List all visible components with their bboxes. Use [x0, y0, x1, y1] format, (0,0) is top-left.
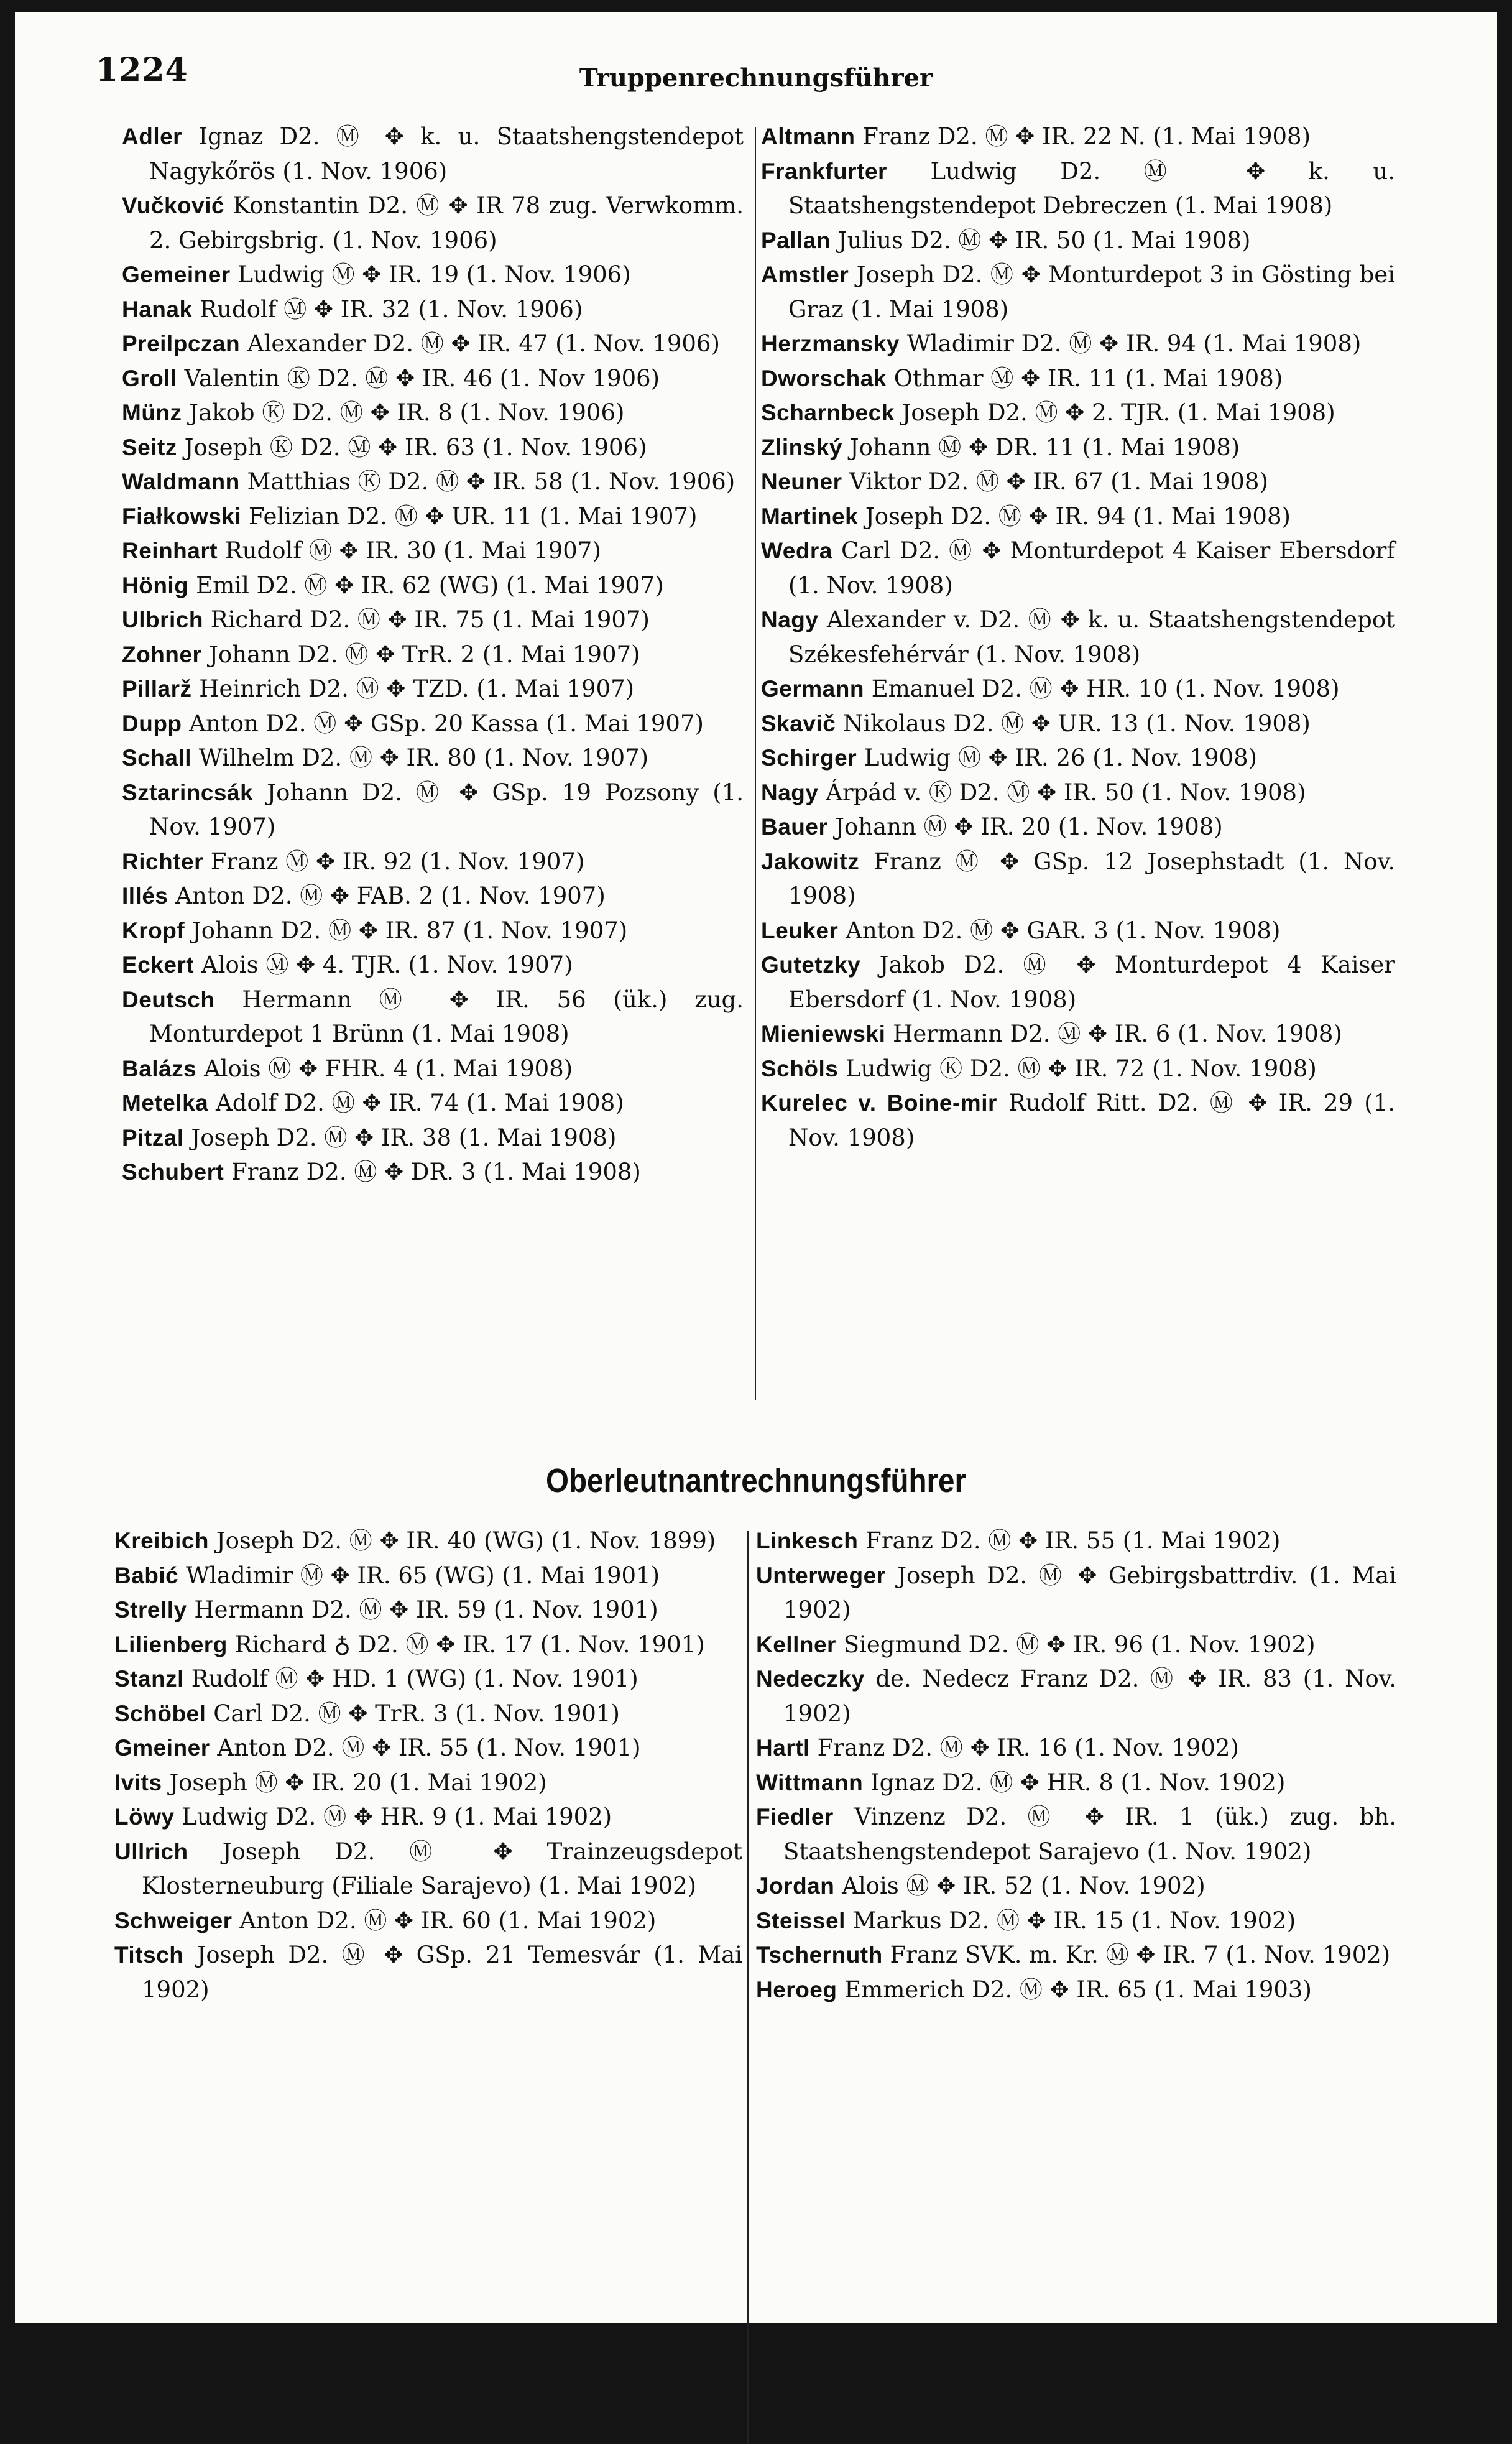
column-top-left [122, 119, 744, 1190]
roster-entry [756, 1558, 1396, 1627]
entry-details: Carl D2. Ⓜ ✥ TrR. 3 (1. Nov. 1901) [213, 1700, 620, 1727]
roster-entry [114, 1558, 742, 1593]
entry-details: Franz D2. Ⓜ ✥ IR. 16 (1. Nov. 1902) [817, 1734, 1239, 1761]
entry-details: Johann D2. Ⓜ ✥ GSp. 19 Pozsony (1. Nov. 1907) [149, 779, 744, 840]
roster-entry [114, 1904, 742, 1938]
entry-details: Joseph D2. Ⓜ ✥ 2. TJR. (1. Mai 1908) [901, 399, 1335, 426]
entry-surname: Waldmann [122, 469, 240, 494]
roster-entry [761, 223, 1395, 258]
roster-entry [761, 603, 1395, 672]
entry-surname: Schöbel [114, 1700, 206, 1726]
roster-entry [761, 672, 1395, 706]
entry-surname: Deutsch [122, 986, 215, 1012]
entry-details: Anton D2. Ⓜ ✥ IR. 55 (1. Nov. 1901) [217, 1734, 641, 1761]
roster-entry [761, 1052, 1395, 1086]
entry-surname: Reinhart [122, 538, 218, 563]
entry-surname: Amstler [761, 262, 849, 287]
entry-details: Hermann D2. Ⓜ ✥ IR. 59 (1. Nov. 1901) [194, 1596, 658, 1623]
entry-surname: Preilpczan [122, 331, 241, 356]
entry-surname: Altmann [761, 124, 855, 149]
entry-surname: Steissel [756, 1907, 846, 1933]
roster-entry [761, 430, 1395, 465]
entry-surname: Ulbrich [122, 607, 203, 632]
roster-entry [122, 1052, 744, 1086]
entry-surname: Ullrich [114, 1838, 188, 1864]
entry-surname: Germann [761, 676, 864, 701]
roster-entry [122, 741, 744, 775]
roster-entry [122, 706, 744, 741]
roster-entry [122, 361, 744, 396]
entry-details: Hermann D2. Ⓜ ✥ IR. 6 (1. Nov. 1908) [893, 1021, 1342, 1047]
roster-entry [122, 914, 744, 948]
entry-details: Hermann Ⓜ ✥ IR. 56 (ük.) zug. Monturdepot 1 Brünn (1. Mai 1908) [149, 986, 744, 1047]
entry-surname: Kreibich [114, 1528, 210, 1553]
entry-surname: Schweiger [114, 1907, 233, 1933]
entry-surname: Strelly [114, 1597, 187, 1622]
entry-surname: Ivits [114, 1769, 162, 1795]
entry-details: Rudolf Ⓜ ✥ IR. 32 (1. Nov. 1906) [200, 295, 583, 323]
entry-details: Nikolaus D2. Ⓜ ✥ UR. 13 (1. Nov. 1908) [843, 710, 1311, 737]
roster-entry [114, 1627, 742, 1662]
entry-surname: Kurelec v. Boine-mir [761, 1090, 997, 1116]
entry-surname: Dworschak [761, 365, 887, 391]
roster-entry [122, 1121, 744, 1155]
entry-details: Joseph D2. Ⓜ ✥ IR. 40 (WG) (1. Nov. 1899) [216, 1527, 716, 1554]
roster-entry [756, 1766, 1396, 1800]
entry-details: Emil D2. Ⓜ ✥ IR. 62 (WG) (1. Mai 1907) [196, 572, 664, 599]
entry-details: Anton D2. Ⓜ ✥ IR. 60 (1. Mai 1902) [239, 1907, 657, 1934]
entry-details: Franz SVK. m. Kr. Ⓜ ✥ IR. 7 (1. Nov. 1902) [890, 1942, 1391, 1968]
running-title: Truppenrechnungsführer [579, 63, 933, 93]
roster-entry [122, 188, 744, 257]
entry-details: Ludwig Ⓜ ✥ IR. 26 (1. Nov. 1908) [864, 744, 1258, 771]
column-bottom-right [756, 1524, 1396, 2007]
roster-entry [114, 1696, 742, 1731]
entry-surname: Jakowitz [761, 848, 860, 874]
entry-surname: Schubert [122, 1159, 224, 1185]
entry-details: Joseph D2. Ⓜ ✥ Monturdepot 3 in Gösting bei Graz (1. Mai 1908) [788, 261, 1395, 323]
entry-surname: Lilienberg [114, 1631, 228, 1657]
entry-details: Matthias Ⓚ D2. Ⓜ ✥ IR. 58 (1. Nov. 1906) [247, 468, 735, 495]
roster-entry [114, 1593, 742, 1627]
entry-surname: Pillarž [122, 676, 192, 701]
roster-entry [761, 741, 1395, 775]
entry-surname: Münz [122, 400, 182, 425]
entry-surname: Gutetzky [761, 952, 861, 978]
entry-details: Rudolf Ritt. D2. Ⓜ ✥ IR. 29 (1. Nov. 1908) [788, 1090, 1395, 1151]
entry-details: Viktor D2. Ⓜ ✥ IR. 67 (1. Mai 1908) [849, 468, 1268, 495]
entry-details: Ludwig Ⓜ ✥ IR. 19 (1. Nov. 1906) [237, 261, 631, 288]
roster-entry [761, 465, 1395, 499]
entry-surname: Heroeg [756, 1976, 837, 2002]
entry-details: Siegmund D2. Ⓜ ✥ IR. 96 (1. Nov. 1902) [843, 1631, 1316, 1658]
entry-details: Ludwig D2. Ⓜ ✥ HR. 9 (1. Mai 1902) [182, 1803, 612, 1830]
entry-surname: Linkesch [756, 1528, 859, 1553]
entry-surname: Tschernuth [756, 1942, 883, 1968]
entry-details: Johann D2. Ⓜ ✥ TrR. 2 (1. Mai 1907) [209, 641, 640, 668]
entry-details: Adolf D2. Ⓜ ✥ IR. 74 (1. Mai 1908) [216, 1090, 624, 1116]
roster-entry [756, 1938, 1396, 1973]
entry-surname: Fiałkowski [122, 503, 242, 529]
roster-entry [114, 1766, 742, 1800]
roster-entry [756, 1869, 1396, 1904]
roster-entry [761, 1017, 1395, 1052]
entry-details: Ignaz D2. Ⓜ ✥ k. u. Staatshengstendepot Nagykőrös (1. Nov. 1906) [149, 123, 744, 185]
entry-details: Richard ♁ D2. Ⓜ ✥ IR. 17 (1. Nov. 1901) [234, 1631, 705, 1658]
entry-details: Felizian D2. Ⓜ ✥ UR. 11 (1. Mai 1907) [248, 502, 698, 530]
entry-details: Alois Ⓜ ✥ 4. TJR. (1. Nov. 1907) [201, 951, 573, 978]
entry-details: de. Nedecz Franz D2. Ⓜ ✥ IR. 83 (1. Nov. 1902) [783, 1665, 1397, 1727]
roster-entry [122, 257, 744, 292]
page-number: 1224 [96, 51, 188, 89]
roster-entry [761, 775, 1395, 810]
entry-surname: Metelka [122, 1090, 209, 1116]
roster-entry [114, 1524, 742, 1558]
roster-entry [122, 879, 744, 914]
roster-entry [761, 948, 1395, 1017]
entry-details: Jakob D2. Ⓜ ✥ Monturdepot 4 Kaiser Ebersdorf (1. Nov. 1908) [788, 951, 1395, 1013]
entry-details: Markus D2. Ⓜ ✥ IR. 15 (1. Nov. 1902) [852, 1907, 1296, 1934]
entry-surname: Schall [122, 745, 191, 771]
roster-entry [756, 1904, 1396, 1938]
entry-details: Joseph D2. Ⓜ ✥ IR. 94 (1. Mai 1908) [865, 502, 1291, 530]
column-top-right [761, 119, 1395, 1155]
entry-details: Joseph D2. Ⓜ ✥ IR. 38 (1. Mai 1908) [191, 1124, 617, 1151]
entry-details: Wilhelm D2. Ⓜ ✥ IR. 80 (1. Nov. 1907) [198, 744, 649, 771]
entry-surname: Zohner [122, 641, 202, 667]
entry-details: Johann Ⓜ ✥ IR. 20 (1. Nov. 1908) [835, 813, 1223, 840]
entry-details: Joseph D2. Ⓜ ✥ Trainzeugsdepot Klosterneuburg (Filiale Sarajevo) (1. Mai 1902) [142, 1838, 742, 1899]
entry-details: Konstantin D2. Ⓜ ✥ IR 78 zug. Verwkomm. 2. Gebirgsbrig. (1. Nov. 1906) [149, 192, 744, 254]
entry-details: Joseph Ⓜ ✥ IR. 20 (1. Mai 1902) [169, 1769, 547, 1796]
entry-details: Johann D2. Ⓜ ✥ IR. 87 (1. Nov. 1907) [191, 917, 628, 944]
entry-details: Jakob Ⓚ D2. Ⓜ ✥ IR. 8 (1. Nov. 1906) [189, 399, 625, 426]
entry-details: Anton D2. Ⓜ ✥ GAR. 3 (1. Nov. 1908) [846, 917, 1281, 944]
entry-details: Alois Ⓜ ✥ IR. 52 (1. Nov. 1902) [842, 1872, 1205, 1899]
roster-entry [122, 845, 744, 879]
entry-surname: Vučković [122, 193, 225, 218]
roster-entry [122, 603, 744, 637]
roster-entry [761, 257, 1395, 326]
entry-surname: Scharnbeck [761, 400, 895, 425]
entry-details: Ludwig D2. Ⓜ ✥ k. u. Staatshengstendepot Debreczen (1. Mai 1908) [788, 157, 1396, 219]
roster-entry [122, 534, 744, 568]
entry-surname: Pitzal [122, 1124, 184, 1150]
entry-details: Emmerich D2. Ⓜ ✥ IR. 65 (1. Mai 1903) [844, 1976, 1312, 2003]
entry-details: Rudolf Ⓜ ✥ HD. 1 (WG) (1. Nov. 1901) [191, 1665, 638, 1692]
entry-surname: Balázs [122, 1055, 197, 1081]
entry-surname: Kellner [756, 1631, 836, 1657]
entry-details: Vinzenz D2. Ⓜ ✥ IR. 1 (ük.) zug. bh. Staatshengstendepot Sarajevo (1. Nov. 1902) [783, 1803, 1396, 1865]
roster-entry [114, 1662, 742, 1696]
roster-entry [756, 1627, 1396, 1662]
roster-entry [756, 1524, 1396, 1558]
entry-surname: Richter [122, 848, 203, 874]
entry-surname: Neuner [761, 469, 842, 494]
entry-surname: Eckert [122, 952, 195, 978]
roster-entry [761, 499, 1395, 534]
entry-details: Emanuel D2. Ⓜ ✥ HR. 10 (1. Nov. 1908) [871, 675, 1340, 702]
entry-surname: Gemeiner [122, 262, 231, 287]
entry-surname: Adler [122, 124, 183, 149]
roster-entry [122, 1086, 744, 1121]
roster-entry [122, 637, 744, 672]
roster-entry [114, 1800, 742, 1835]
entry-surname: Schirger [761, 745, 857, 771]
entry-surname: Wedra [761, 538, 832, 563]
entry-surname: Nagy [761, 607, 819, 632]
roster-entry [122, 119, 744, 188]
roster-entry [122, 465, 744, 499]
entry-surname: Zlinský [761, 434, 842, 460]
roster-entry [122, 672, 744, 706]
section-title: Oberleutnantrechnungsführer [546, 1462, 966, 1499]
entry-details: Othmar Ⓜ ✥ IR. 11 (1. Mai 1908) [893, 364, 1283, 392]
roster-entry [761, 326, 1395, 361]
entry-details: Wladimir D2. Ⓜ ✥ IR. 94 (1. Mai 1908) [906, 330, 1362, 357]
roster-entry [756, 1662, 1396, 1731]
entry-details: Alexander D2. Ⓜ ✥ IR. 47 (1. Nov. 1906) [247, 330, 720, 357]
entry-details: Anton D2. Ⓜ ✥ GSp. 20 Kassa (1. Mai 1907) [189, 710, 704, 737]
roster-entry [756, 1800, 1396, 1869]
entry-details: Alois Ⓜ ✥ FHR. 4 (1. Mai 1908) [204, 1055, 573, 1082]
entry-details: Richard D2. Ⓜ ✥ IR. 75 (1. Mai 1907) [210, 606, 650, 633]
entry-details: Franz D2. Ⓜ ✥ DR. 3 (1. Mai 1908) [231, 1159, 641, 1185]
entry-details: Joseph Ⓚ D2. Ⓜ ✥ IR. 63 (1. Nov. 1906) [184, 433, 647, 461]
entry-details: Rudolf Ⓜ ✥ IR. 30 (1. Mai 1907) [224, 537, 601, 564]
entry-details: Julius D2. Ⓜ ✥ IR. 50 (1. Mai 1908) [837, 226, 1251, 254]
entry-surname: Seitz [122, 434, 177, 460]
entry-surname: Dupp [122, 710, 182, 736]
roster-entry [122, 775, 744, 845]
entry-surname: Leuker [761, 917, 839, 943]
entry-surname: Frankfurter [761, 158, 887, 184]
entry-surname: Titsch [114, 1942, 184, 1968]
roster-entry [756, 1973, 1396, 2007]
roster-entry [114, 1938, 742, 2007]
entry-surname: Martinek [761, 503, 859, 529]
roster-entry [761, 914, 1395, 948]
roster-entry [761, 534, 1395, 603]
entry-surname: Unterweger [756, 1562, 886, 1588]
entry-details: Carl D2. Ⓜ ✥ Monturdepot 4 Kaiser Ebersdorf (1. Nov. 1908) [788, 537, 1395, 599]
entry-surname: Bauer [761, 814, 828, 840]
entry-details: Anton D2. Ⓜ ✥ FAB. 2 (1. Nov. 1907) [175, 882, 606, 909]
roster-entry [122, 983, 744, 1052]
roster-entry [122, 568, 744, 603]
roster-entry [122, 396, 744, 430]
roster-entry [122, 499, 744, 534]
roster-entry [761, 154, 1395, 223]
entry-surname: Kropf [122, 917, 185, 943]
entry-surname: Groll [122, 365, 177, 391]
entry-details: Joseph D2. Ⓜ ✥ GSp. 21 Temesvár (1. Mai 1902) [142, 1942, 742, 2003]
entry-surname: Sztarincsák [122, 779, 254, 805]
entry-surname: Fiedler [756, 1804, 834, 1830]
entry-surname: Skavič [761, 710, 836, 736]
entry-surname: Illés [122, 883, 168, 909]
roster-entry [756, 1731, 1396, 1766]
entry-details: Joseph D2. Ⓜ ✥ Gebirgsbattrdiv. (1. Mai 1902) [783, 1562, 1396, 1623]
roster-entry [122, 326, 744, 361]
roster-entry [761, 1086, 1395, 1155]
entry-details: Alexander v. D2. Ⓜ ✥ k. u. Staatshengstendepot Székesfehérvár (1. Nov. 1908) [788, 606, 1395, 668]
entry-surname: Babić [114, 1562, 179, 1588]
entry-details: Valentin Ⓚ D2. Ⓜ ✥ IR. 46 (1. Nov 1906) [184, 364, 660, 392]
entry-surname: Gmeiner [114, 1735, 210, 1761]
roster-entry [122, 1155, 744, 1190]
entry-surname: Hanak [122, 296, 193, 322]
entry-details: Franz D2. Ⓜ ✥ IR. 22 N. (1. Mai 1908) [862, 123, 1311, 150]
document-page [15, 12, 1497, 2323]
entry-details: Franz D2. Ⓜ ✥ IR. 55 (1. Mai 1902) [865, 1527, 1281, 1554]
roster-entry [761, 845, 1395, 914]
entry-surname: Schöls [761, 1055, 839, 1081]
entry-surname: Nedeczky [756, 1666, 865, 1692]
column-divider [755, 127, 756, 1400]
entry-details: Wladimir Ⓜ ✥ IR. 65 (WG) (1. Mai 1901) [186, 1562, 660, 1589]
entry-surname: Hartl [756, 1735, 810, 1761]
entry-surname: Pallan [761, 227, 831, 253]
entry-details: Johann Ⓜ ✥ DR. 11 (1. Mai 1908) [849, 433, 1240, 461]
roster-entry [122, 430, 744, 465]
entry-surname: Herzmansky [761, 331, 900, 356]
entry-surname: Mieniewski [761, 1021, 886, 1047]
roster-entry [122, 292, 744, 327]
entry-details: Ignaz D2. Ⓜ ✥ HR. 8 (1. Nov. 1902) [870, 1769, 1286, 1796]
column-bottom-left [114, 1524, 742, 2007]
entry-details: Franz Ⓜ ✥ IR. 92 (1. Nov. 1907) [210, 848, 585, 875]
column-divider [747, 1531, 749, 2444]
entry-surname: Nagy [761, 779, 819, 805]
roster-entry [761, 361, 1395, 396]
entry-details: Heinrich D2. Ⓜ ✥ TZD. (1. Mai 1907) [199, 675, 635, 702]
entry-details: Ludwig Ⓚ D2. Ⓜ ✥ IR. 72 (1. Nov. 1908) [846, 1055, 1317, 1082]
roster-entry [761, 396, 1395, 430]
roster-entry [761, 119, 1395, 154]
entry-details: Árpád v. Ⓚ D2. Ⓜ ✥ IR. 50 (1. Nov. 1908) [826, 779, 1306, 806]
roster-entry [761, 706, 1395, 741]
entry-surname: Hönig [122, 572, 189, 598]
entry-surname: Wittmann [756, 1769, 864, 1795]
entry-surname: Stanzl [114, 1666, 184, 1692]
roster-entry [761, 810, 1395, 845]
entry-surname: Jordan [756, 1873, 835, 1899]
entry-details: Franz Ⓜ ✥ GSp. 12 Josephstadt (1. Nov. 1908) [788, 848, 1395, 909]
roster-entry [122, 948, 744, 983]
entry-surname: Löwy [114, 1804, 175, 1830]
roster-entry [114, 1835, 742, 1904]
roster-entry [114, 1731, 742, 1766]
